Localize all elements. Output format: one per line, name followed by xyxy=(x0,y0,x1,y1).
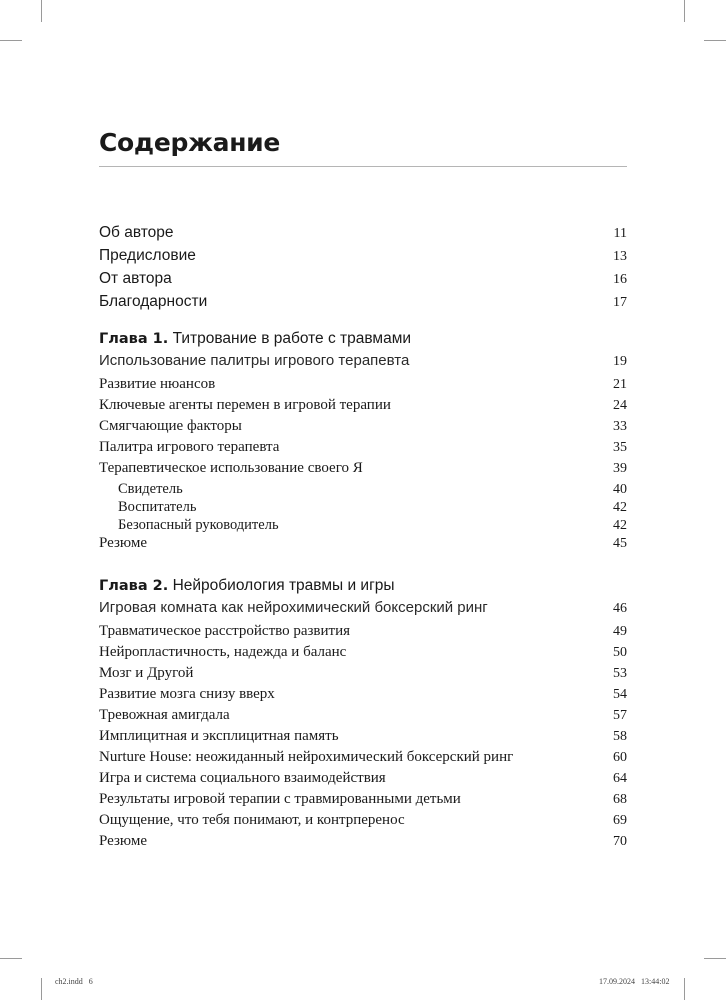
toc-entry-page: 70 xyxy=(613,834,627,849)
toc-entry-page: 21 xyxy=(613,377,627,392)
crop-mark xyxy=(0,958,22,959)
toc-entry-label: Предисловие xyxy=(99,247,196,264)
toc-entry-page: 45 xyxy=(613,536,627,551)
toc-entry-label: Ключевые агенты перемен в игровой терапии xyxy=(99,397,391,413)
front-matter-list xyxy=(99,224,627,316)
toc-entry-page: 60 xyxy=(613,750,627,765)
toc-entry[interactable] xyxy=(99,749,627,770)
toc-entry[interactable] xyxy=(99,535,627,556)
toc-entry[interactable] xyxy=(99,686,627,707)
toc-entry-label: Результаты игровой терапии с травмированными детьми xyxy=(99,791,461,807)
toc-entry-label: Травматическое расстройство развития xyxy=(99,623,351,639)
toc-entry[interactable] xyxy=(99,224,627,247)
chapter-number: Глава 1. xyxy=(99,331,169,347)
toc-entry[interactable] xyxy=(99,376,627,397)
toc-entry-label: Тревожная амигдала xyxy=(99,707,230,723)
toc-entry-label: Игра и система социального взаимодействия xyxy=(99,770,386,786)
toc-entry-page: 33 xyxy=(613,419,627,434)
toc-entry-label: Палитра игрового терапевта xyxy=(99,439,280,455)
toc-subentry[interactable] xyxy=(99,499,627,517)
toc-entry-label: Игровая комната как нейрохимический боксерский ринг xyxy=(99,599,488,616)
chapter-title: Титрование в работе с травмами xyxy=(172,330,412,347)
toc-entry[interactable] xyxy=(99,644,627,665)
toc-entry[interactable] xyxy=(99,770,627,791)
toc-entry[interactable] xyxy=(99,728,627,749)
crop-mark xyxy=(41,0,42,22)
toc-entry-page: 13 xyxy=(613,249,627,264)
toc-entry[interactable] xyxy=(99,397,627,418)
crop-mark xyxy=(704,958,726,959)
toc-entry-label: Безопасный руководитель xyxy=(118,517,279,533)
toc-entry-label: Смягчающие факторы xyxy=(99,418,242,434)
crop-mark xyxy=(684,978,685,1000)
toc-entry-label: Об авторе xyxy=(99,224,174,241)
toc-entry[interactable] xyxy=(99,599,627,623)
toc-entry[interactable] xyxy=(99,833,627,854)
toc-subentry[interactable] xyxy=(99,481,627,499)
toc-subentry[interactable] xyxy=(99,517,627,535)
toc-entry[interactable] xyxy=(99,791,627,812)
toc-entry-label: Резюме xyxy=(99,833,148,849)
toc-entry[interactable] xyxy=(99,665,627,686)
toc-entry-label: Использование палитры игрового терапевта xyxy=(99,352,410,369)
toc-entry-label: Благодарности xyxy=(99,293,208,310)
toc-entry[interactable] xyxy=(99,460,627,481)
toc-entry[interactable] xyxy=(99,707,627,728)
chapter-heading[interactable] xyxy=(99,577,627,599)
toc-entry-page: 46 xyxy=(613,601,627,616)
toc-entry-page: 35 xyxy=(613,440,627,455)
toc-entry[interactable] xyxy=(99,293,627,316)
footer-file-name: ch2.indd 6 xyxy=(55,977,93,986)
toc-entry-page: 19 xyxy=(613,354,627,369)
toc-entry-label: Ощущение, что тебя понимают, и контрперенос xyxy=(99,812,405,828)
crop-mark xyxy=(41,978,42,1000)
toc-entry-page: 17 xyxy=(613,295,627,310)
toc-entry[interactable] xyxy=(99,247,627,270)
page-title: Содержание xyxy=(99,128,281,157)
toc-entry-label: Воспитатель xyxy=(118,499,197,515)
toc-entry[interactable] xyxy=(99,812,627,833)
toc-entry-page: 58 xyxy=(613,729,627,744)
toc-entry-label: Развитие нюансов xyxy=(99,376,216,392)
toc-entry-label: Развитие мозга снизу вверх xyxy=(99,686,275,702)
toc-entry-label: Резюме xyxy=(99,535,148,551)
chapter-1-section xyxy=(99,330,627,556)
footer-timestamp: 17.09.2024 13:44:02 xyxy=(599,977,670,986)
chapter-heading[interactable] xyxy=(99,330,627,352)
toc-entry-label: Нейропластичность, надежда и баланс xyxy=(99,644,347,660)
toc-entry-page: 50 xyxy=(613,645,627,660)
table-of-contents xyxy=(99,224,627,854)
toc-entry-label: Свидетель xyxy=(118,481,183,497)
toc-entry-label: Nurture House: неожиданный нейрохимический боксерский ринг xyxy=(99,749,514,765)
crop-mark xyxy=(704,40,726,41)
toc-entry[interactable] xyxy=(99,352,627,376)
toc-entry[interactable] xyxy=(99,439,627,460)
toc-entry-page: 40 xyxy=(613,482,627,497)
toc-entry[interactable] xyxy=(99,623,627,644)
title-divider xyxy=(99,166,627,167)
toc-entry-page: 39 xyxy=(613,461,627,476)
toc-entry-page: 42 xyxy=(613,500,627,515)
toc-entry-page: 69 xyxy=(613,813,627,828)
toc-entry-page: 53 xyxy=(613,666,627,681)
toc-entry-page: 42 xyxy=(613,518,627,533)
toc-entry-label: Имплицитная и эксплицитная память xyxy=(99,728,339,744)
chapter-number: Глава 2. xyxy=(99,578,169,594)
chapter-2-section xyxy=(99,577,627,854)
crop-mark xyxy=(0,40,22,41)
toc-entry-page: 16 xyxy=(613,272,627,287)
toc-entry[interactable] xyxy=(99,270,627,293)
toc-entry-page: 57 xyxy=(613,708,627,723)
toc-entry-label: Мозг и Другой xyxy=(99,665,194,681)
toc-entry-label: От автора xyxy=(99,270,172,287)
crop-mark xyxy=(684,0,685,22)
toc-entry-page: 54 xyxy=(613,687,627,702)
toc-entry-page: 68 xyxy=(613,792,627,807)
toc-entry-page: 11 xyxy=(613,226,627,241)
chapter-title: Нейробиология травмы и игры xyxy=(172,577,395,594)
toc-entry-page: 24 xyxy=(613,398,627,413)
toc-entry-label: Терапевтическое использование своего Я xyxy=(99,460,363,476)
toc-entry[interactable] xyxy=(99,418,627,439)
toc-entry-page: 64 xyxy=(613,771,627,786)
toc-entry-page: 49 xyxy=(613,624,627,639)
